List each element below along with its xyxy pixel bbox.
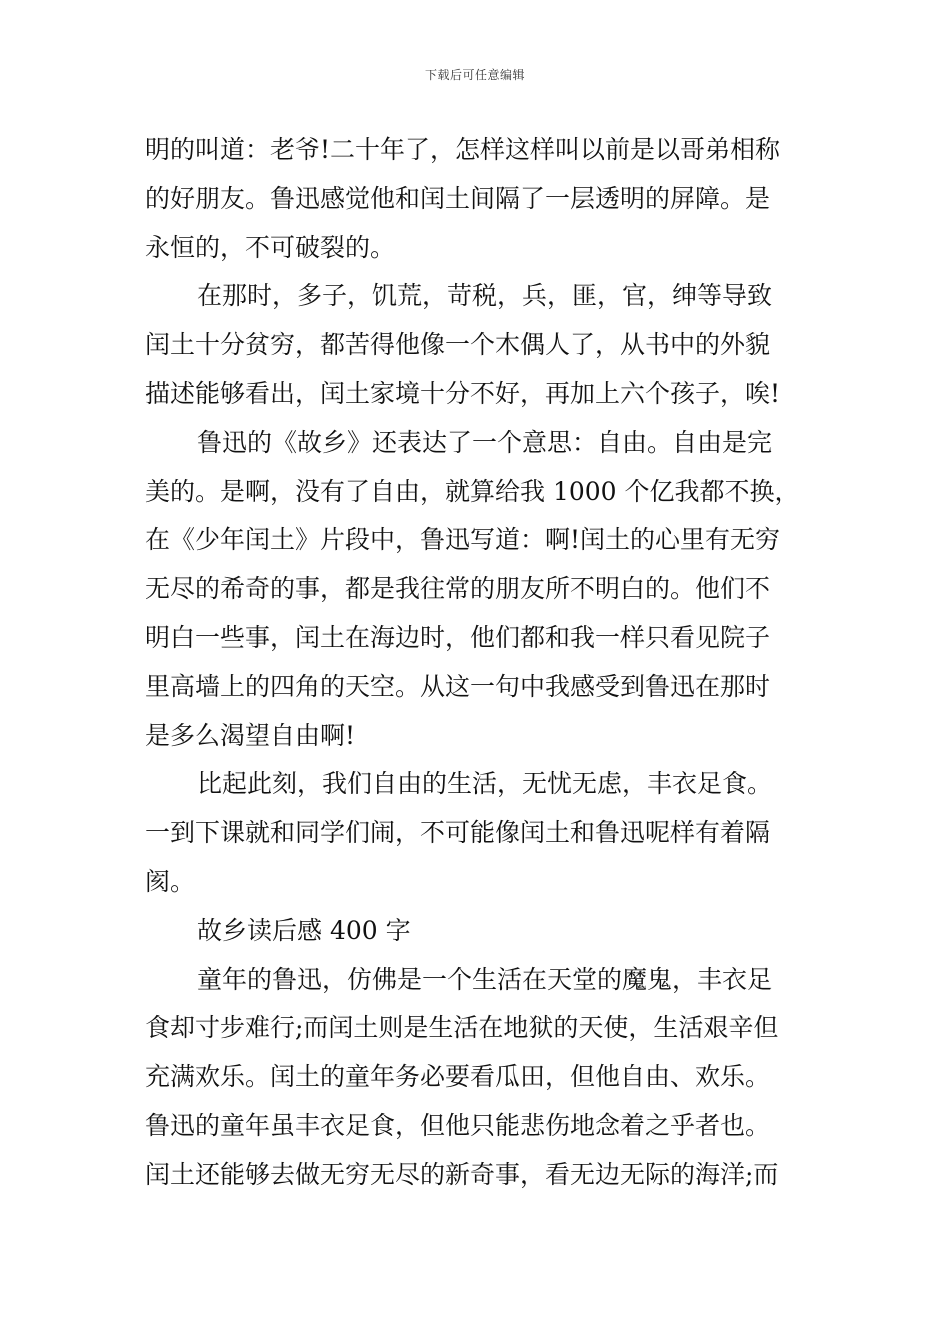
text-line: 是多么渴望自由啊! [145,720,356,750]
page-header-note: 下载后可任意编辑 [424,68,525,82]
document-body [145,126,807,1200]
text-line: 描述能够看出，闰土家境十分不好，再加上六个孩子，唉! [145,378,781,408]
paragraph-first-line: 童年的鲁迅，仿佛是一个生活在天堂的魔鬼，丰衣足 [197,964,773,994]
text-line: 里高墙上的四角的天空。从这一句中我感受到鲁迅在那时 [145,671,771,701]
text-line: 的好朋友。鲁迅感觉他和闰土间隔了一层透明的屏障。是 [145,183,771,213]
text-line: 充满欢乐。闰土的童年务必要看瓜田，但他自由、欢乐。 [145,1062,771,1092]
paragraph-first-line: 比起此刻，我们自由的生活，无忧无虑，丰衣足食。 [197,769,773,799]
text-line: 明白一些事，闰土在海边时，他们都和我一样只看见院子 [145,622,771,652]
paragraph-first-line: 鲁迅的《故乡》还表达了一个意思：自由。自由是完 [197,427,773,457]
text-line: 美的。是啊，没有了自由，就算给我 1000 个亿我都不换， [145,476,800,506]
text-line: 在《少年闰土》片段中，鲁迅写道：啊!闰土的心里有无穷 [145,525,781,555]
text-line: 无尽的希奇的事，都是我往常的朋友所不明白的。他们不 [145,574,771,604]
section-heading: 故乡读后感 400 字 [197,915,411,945]
paragraph-first-line: 在那时，多子，饥荒，苛税，兵，匪，官，绅等导致 [197,281,773,311]
text-line: 食却寸步难行;而闰土则是生活在地狱的天使，生活艰辛但 [145,1013,779,1043]
text-line: 阂。 [145,866,196,896]
text-line: 永恒的，不可破裂的。 [145,232,396,262]
text-line: 闰土十分贫穷，都苦得他像一个木偶人了，从书中的外貌 [145,330,771,360]
text-line: 一到下课就和同学们闹，不可能像闰土和鲁迅呢样有着隔 [145,818,771,848]
text-line: 闰土还能够去做无穷无尽的新奇事，看无边无际的海洋;而 [145,1159,779,1189]
text-line: 鲁迅的童年虽丰衣足食，但他只能悲伤地念着之乎者也。 [145,1110,771,1140]
text-line: 明的叫道：老爷!二十年了，怎样这样叫以前是以哥弟相称 [145,135,781,164]
